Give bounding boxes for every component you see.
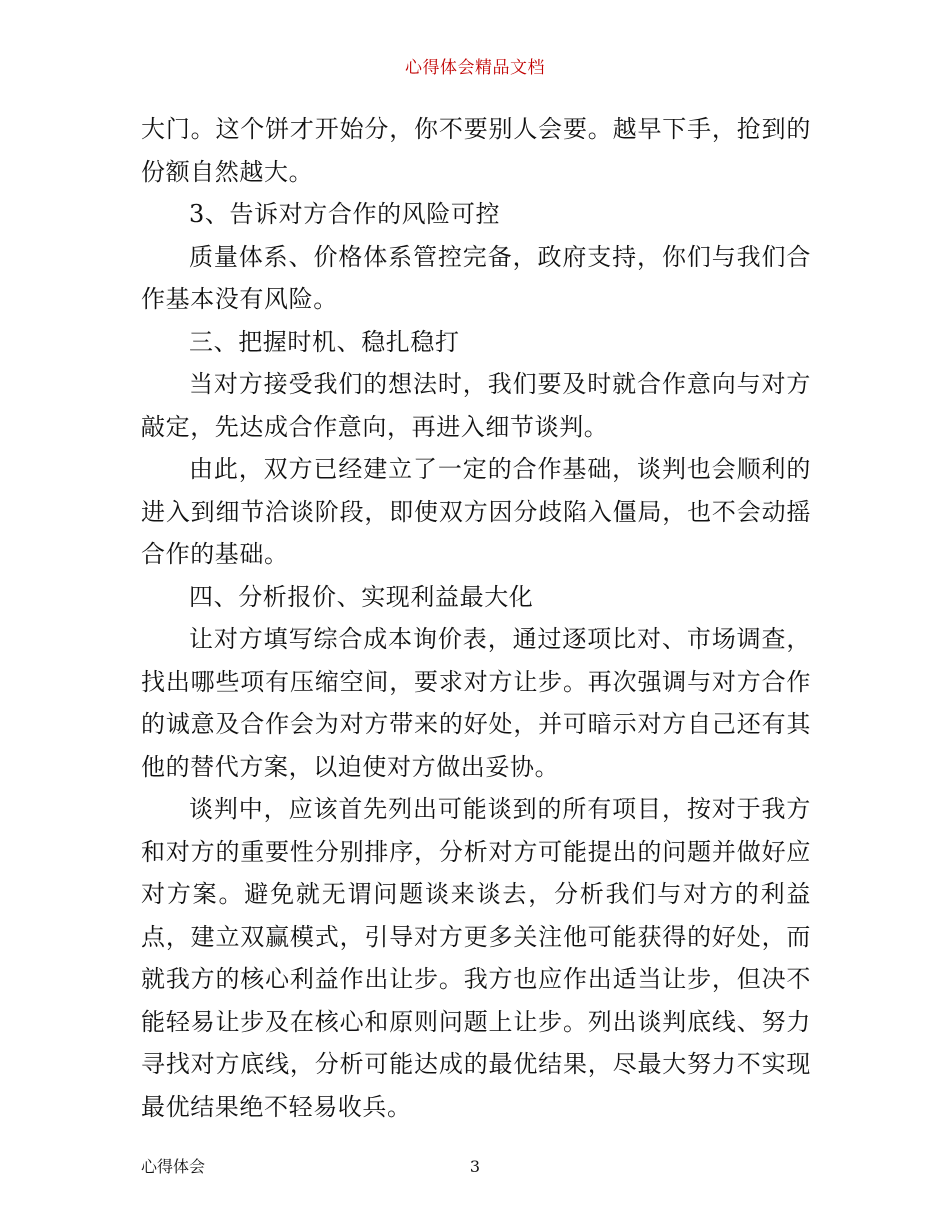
- section-heading-quotation: 四、分析报价、实现利益最大化: [189, 582, 534, 611]
- paragraph-timing: 当对方接受我们的想法时，我们要及时就合作意向与对方敲定，先达成合作意向，再进入细节谈判。: [141, 370, 811, 441]
- paragraph-quotation: 让对方填写综合成本询价表，通过逐项比对、市场调查，找出哪些项有压缩空间，要求对方让步。再次强调与对方合作的诚意及合作会为对方带来的好处，并可暗示对方自己还有其他的替代方案，以迫使对方做出妥协。: [141, 625, 811, 781]
- document-body: [141, 108, 811, 1128]
- paragraph-risk-control: 质量体系、价格体系管控完备，政府支持，你们与我们合作基本没有风险。: [141, 242, 811, 313]
- paragraph-cooperation-basis: 由此，双方已经建立了一定的合作基础，谈判也会顺利的进入到细节洽谈阶段，即使双方因分歧陷入僵局，也不会动摇合作的基础。: [141, 455, 811, 568]
- paragraph-negotiation: 谈判中，应该首先列出可能谈到的所有项目，按对于我方和对方的重要性分别排序，分析对方可能提出的问题并做好应对方案。避免就无谓问题谈来谈去，分析我们与对方的利益点，建立双赢模式，引导对方更多关注他可能获得的好处，而就我方的核心利益作出让步。我方也应作出适当让步，但决不能轻易让步及在核心和原则问题上让步。列出谈判底线、努力寻找对方底线，分析可能达成的最优结果，尽最大努力不实现最优结果绝不轻易收兵。: [141, 795, 811, 1121]
- header-title: 心得体会精品文档: [405, 58, 545, 78]
- paragraph-continued: 大门。这个饼才开始分，你不要别人会要。越早下手，抢到的份额自然越大。: [141, 115, 811, 186]
- section-heading-timing: 三、把握时机、稳扎稳打: [189, 327, 460, 356]
- page-number: 3: [469, 1157, 481, 1176]
- footer-label: 心得体会: [141, 1157, 206, 1176]
- section-heading-risk-control: 3、告诉对方合作的风险可控: [189, 200, 501, 228]
